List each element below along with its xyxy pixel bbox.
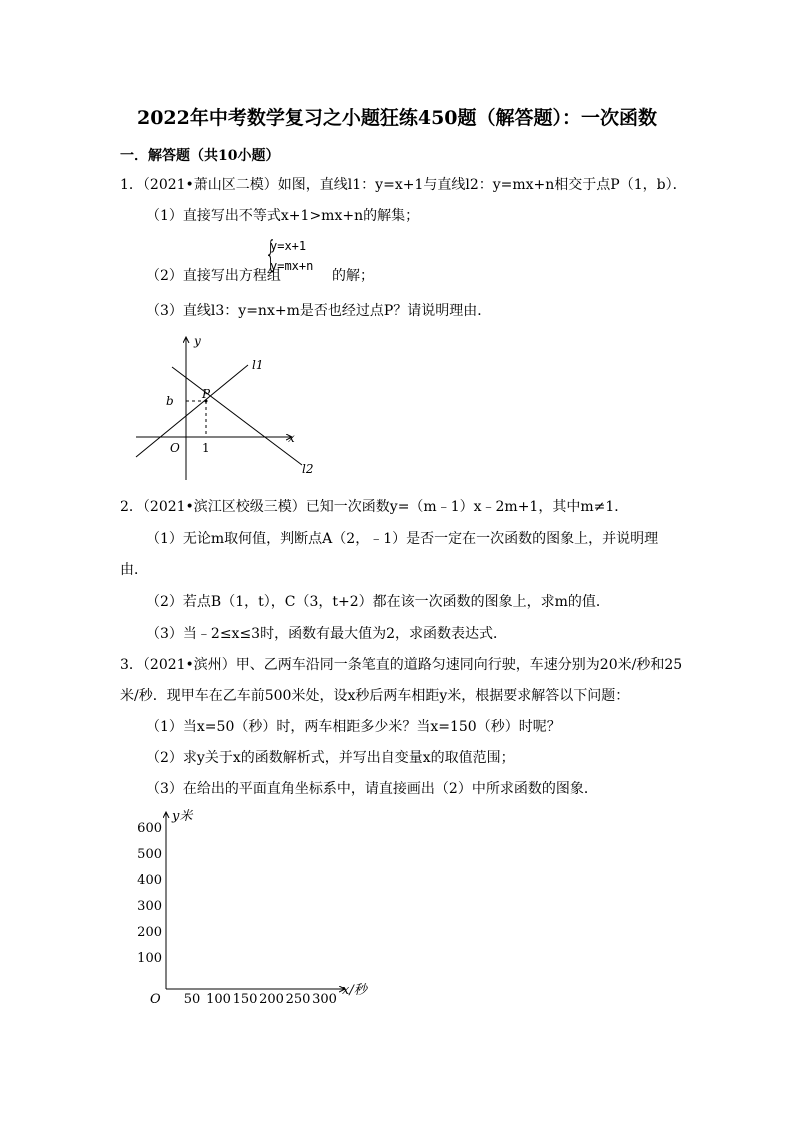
equation-system bbox=[270, 236, 313, 276]
q3-x-tick-label: 300 bbox=[312, 992, 337, 1007]
q3-y-tick-label: 500 bbox=[137, 847, 162, 862]
fig-l2-label: l2 bbox=[302, 462, 314, 476]
equation-system-brace: { bbox=[265, 234, 277, 275]
page-title: 2022年中考数学复习之小题狂练450题（解答题）：一次函数 bbox=[136, 107, 658, 129]
fig-b-label: b bbox=[166, 394, 174, 408]
q2-part1-line1: （1）无论m取何值，判断点A（2，﹣1）是否一定在一次函数的图象上，并说明理 bbox=[146, 531, 659, 547]
q3-y-tick-label: 600 bbox=[137, 821, 162, 836]
q1-part1: （1）直接写出不等式x+1>mx+n的解集； bbox=[146, 208, 420, 224]
fig-p-label: P bbox=[202, 387, 211, 401]
q2-part2: （2）若点B（1，t），C（3，t+2）都在该一次函数的图象上，求m的值． bbox=[146, 594, 610, 610]
q3-coordinate-plane bbox=[130, 800, 390, 1015]
section-heading: 一．解答题（共10小题） bbox=[120, 148, 280, 164]
q3-part3: （3）在给出的平面直角坐标系中，请直接画出（2）中所求函数的图象． bbox=[146, 781, 598, 797]
q3-y-label: y米 bbox=[172, 809, 193, 824]
fig-one-label: 1 bbox=[202, 441, 210, 455]
q3-y-tick-label: 200 bbox=[137, 925, 162, 940]
q3-x-label: x/秒 bbox=[342, 983, 367, 998]
q3-stem-line1: 3．（2021•滨州）甲、乙两车沿同一条笔直的道路匀速同向行驶，车速分别为20米/秒和25 bbox=[120, 657, 683, 673]
line-l2 bbox=[172, 367, 302, 465]
system-line-2: y=mx+n bbox=[270, 259, 314, 273]
q1-part2-post: 的解； bbox=[332, 268, 374, 284]
q3-y-tick-label: 100 bbox=[137, 951, 162, 966]
q3-part2: （2）求y关于x的函数解析式，并写出自变量x的取值范围； bbox=[146, 750, 515, 766]
q3-y-tick-label: 300 bbox=[137, 899, 162, 914]
q1-stem: 1．（2021•萧山区二模）如图，直线l1：y=x+1与直线l2：y=mx+n相交于点P（1，b）． bbox=[120, 177, 687, 193]
fig-l1-label: l1 bbox=[252, 358, 264, 372]
fig-x-label: x bbox=[288, 431, 295, 445]
q3-origin-label: O bbox=[150, 992, 161, 1007]
line-l1 bbox=[136, 365, 248, 457]
q2-part1-line2: 由． bbox=[120, 562, 148, 578]
q3-x-tick-label: 100 bbox=[206, 992, 231, 1007]
fig-origin-label: O bbox=[170, 441, 180, 455]
q3-x-tick-label: 200 bbox=[259, 992, 284, 1007]
q3-x-tick-label: 250 bbox=[285, 992, 311, 1007]
q2-part3: （3）当﹣2≤x≤3时，函数有最大值为2，求函数表达式． bbox=[146, 626, 507, 642]
q3-x-tick-label: 50 bbox=[183, 992, 201, 1007]
q3-part1: （1）当x=50（秒）时，两车相距多少米？当x=150（秒）时呢？ bbox=[146, 719, 561, 735]
q3-stem-line2: 米/秒．现甲车在乙车前500米处，设x秒后两车相距y米，根据要求解答以下问题： bbox=[120, 688, 630, 704]
system-line-1: y=x+1 bbox=[270, 239, 307, 253]
fig-y-label: y bbox=[194, 334, 201, 348]
q1-figure bbox=[130, 325, 330, 485]
q3-x-ticks bbox=[184, 992, 337, 1007]
q1-part2-pre: （2）直接写出方程组 bbox=[146, 268, 281, 284]
q2-stem: 2．（2021•滨江区校级三模）已知一次函数y=（m﹣1）x﹣2m+1，其中m≠1． bbox=[120, 499, 629, 515]
q3-x-tick-label: 150 bbox=[232, 992, 258, 1007]
q3-y-ticks bbox=[137, 821, 162, 966]
q3-y-tick-label: 400 bbox=[137, 873, 162, 888]
q1-part3: （3）直线l3：y=nx+m是否也经过点P？请说明理由． bbox=[146, 303, 492, 319]
